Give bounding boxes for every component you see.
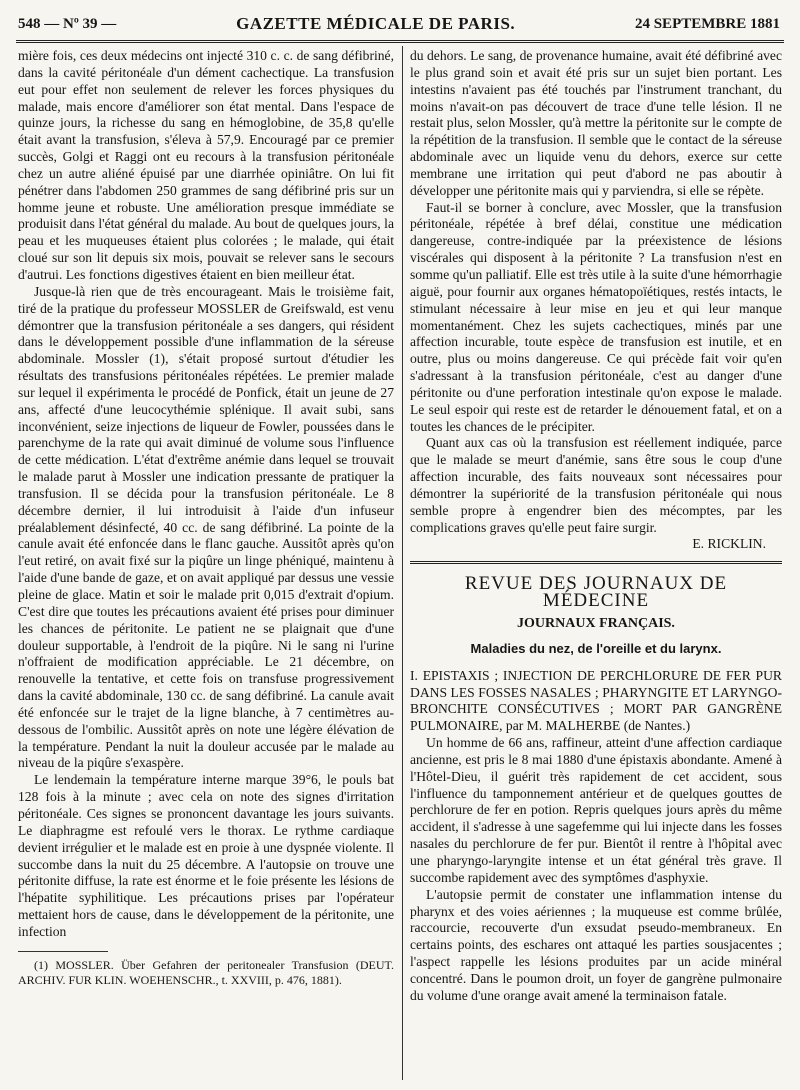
paragraph: Un homme de 66 ans, raffineur, atteint d'une affection cardiaque ancienne, est pris le 8 mai 1880 d'une épistaxis abondante. Amené à l'Hôtel-Dieu, il guérit très rapidement de cet accident, sous l'influence du tamponnement antérieur et de quelques gouttes de perchlorure de fer en potion. Repris quelques jours après du même accident, il s'adresse à une sagefemme qui lui injecte dans les fosses nasales du perchlorure de fer pur. Bientôt il rentre à l'hôpital avec une pharyngo-laryngite intense et un état général très grave. Il succombe rapidement avec des symptômes d'asphyxie. [410,735,782,885]
issue-date: 24 SEPTEMBRE 1881 [634,15,780,32]
section-subtitle: JOURNAUX FRANÇAIS. [517,616,675,631]
footnote: (1) MOSSLER. Über Gefahren der peritonealer Transfusion (DEUT. ARCHIV. FUR KLIN. WOEHENSCHR., t. XXVIII, p. 476, 1881). [18,957,394,987]
paragraph: Quant aux cas où la transfusion est réellement indiquée, parce que le malade se meurt d'anémie, sans être sous le coup d'une affection incurable, des faits nouveaux sont nécessaires pour démontrer la supériorité de la transfusion péritonéale qui nous semble propre à engendrer bien des mécomptes, par les complications graves qu'elle peut faire surgir. [410,435,782,535]
paragraph: Faut-il se borner à conclure, avec Mossler, que la transfusion péritonéale, répétée à bref délai, constitue une médication dangereuse, contre-indiquée par la préexistence de lésions viscérales qui disposent à la péritonite ? La transfusion n'est en somme qu'un palliatif. Elle est très utile à la suite d'une hémorrhagie aiguë, pour fournir aux organes hématopoïétiques, restés intacts, le stimulant nécessaire à leur mise en jeu et qui leur manque momentanément. Chez les sujets cachectiques, minés par une affection incurable, toute espèce de transfusion est inutile, et en outre, plus ou moins dangereuse. Ce qui précède fait voir qu'en s'adressant à la transfusion péritonéale, c'est au danger d'une péritonite ou d'une perforation intestinale qu'on expose le malade. Le seul espoir qui reste est de retarder le dénouement fatal, et on a toutes les chances de le précipiter. [410,199,782,434]
footnote-rule [18,951,108,952]
column-divider [402,46,403,1080]
paragraph: du dehors. Le sang, de provenance humaine, avait été défibriné avec le plus grand soin et avait été pris sur un sujet bien portant. Les intestins n'avaient pas été touchés par l'instrument tranchant, du moins n'avait-on pas découvert de trace d'une telle lésion. Il ne restait plus, selon Mossler, qu'à mettre la péritonite sur le compte de la répétition de la transfusion. Il semble que le contact de la séreuse abdominale avec un liquide venu du dehors, exerce sur cette membrane une irritation qui peut d'abord ne pas aboutir à développer une péritonite mais qui y parviendra, si elle se répète. [410,48,782,198]
section-topic: Maladies du nez, de l'oreille et du larynx. [470,640,722,656]
paragraph: Le lendemain la température interne marque 39°6, le pouls bat 128 fois à la minute ; avec cela on note des signes d'irritation péritonéale. Ces signes se prononcent davantage les jours suivants. Le diaphragme est refoulé vers le thorax. Le rythme cardiaque devient irrégulier et le malade est en proie à une dyspnée violente. Il succombe dans la nuit du 25 décembre. A l'autopsie on trouve une péritonite diffuse, la rate est énorme et le foie présente les lésions de l'hépatite syphilitique. Les précautions prises par l'opérateur mettaient hors de cause, dans le développement de la péritonite, une infection [18,772,394,939]
section-title: REVUE DES JOURNAUX DE MÉDECINE [464,573,728,612]
header-rule [16,40,784,43]
left-column [18,48,394,1082]
right-column [410,48,782,1082]
item-heading: I. EPISTAXIS ; INJECTION DE PERCHLORURE DE FER PUR DANS LES FOSSES NASALES ; PHARYNGITE ET LARYNGO-BRONCHITE CONSÉCUTIVES ; MORT PAR GANGRÈNE PULMONAIRE, par M. MALHERBE (de Nantes.) [410,667,782,734]
author-signature: E. RICKLIN. [692,536,766,552]
paragraph: Jusque-là rien que de très encourageant. Mais le troisième fait, tiré de la pratique du professeur MOSSLER de Greifswald, est venu démontrer que la transfusion péritonéale a ses dangers, qui résident dans le développement possible d'une inflammation de la séreuse abdominale. Mossler (1), s'était proposé surtout d'étudier les résultats des transfusions péritonéales répétées. Le premier malade sur lequel il expérimenta le procédé de Ponfick, était un jeune de 27 ans, affecté d'une leucocythémie splénique. Il avait subi, sans inconvénient, seize injections de liqueur de Fowler, poussées dans le parenchyme de la rate qui avait diminué de volume sous l'influence de cette médication. L'état d'extrême anémie dans lequel se trouvait le malade parut à Mossler une indication pressante de pratiquer la transfusion. Il se décida pour la transfusion péritonéale. Le 8 décembre dernier, il lui introduisit à l'aide d'un infuseur préalablement désinfecté, 40 cc. de sang défibriné. La pointe de la canule avait été enfoncée dans le flanc gauche. Aussitôt après qu'on l'eut retiré, on avait fixé sur la piqûre un linge phéniqué, maintenu à l'aide d'une bande de gaze, et on avait appliqué par dessus une vessie pleine de glace. Matin et soir le malade prit 0,015 d'extrait d'opium. C'est dire que toutes les précautions avaient été prises pour diminuer les chances de péritonite. Le patient ne se plaignait que d'une douleur supportable, à l'endroit de la piqûre. Ni le sang ni l'urine n'offraient de modification appréciable. Le 21 décembre, on renouvelle la tentative, et cette fois on transfuse progressivement dans la cavité abdominale, 130 cc. de sang défibriné. La canule avait été enfoncée sur le trajet de la ligne blanche, à 7 centimètres au-dessous de l'ombilic. Aussitôt après on note une légère élévation de la température. Pendant la nuit la douleur accusée par le malade au niveau de la piqûre s'exaspère. [18,283,394,771]
paragraph: L'autopsie permit de constater une inflammation intense du pharynx et des voies aériennes ; la muqueuse est comme brûlée, raccourcie, recouverte d'un exsudat pseudo-membraneux. En certains points, des eschares ont attaqué les parties sousjacentes ; l'aspect rappelle les lésions produites par un acide minéral concentré. Dans le poumon droit, un foyer de gangrène pulmonaire du volume d'une orange avait amené la terminaison fatale. [410,886,782,1003]
page-header [18,12,780,36]
paragraph: mière fois, ces deux médecins ont injecté 310 c. c. de sang défibriné, dans la cavité péritonéale d'un dément cachectique. La transfusion eut pour effet non seulement de relever les forces physiques du malade, mais encore d'améliorer son état mental. Dans l'espace de quinze jours, la richesse du sang en hémoglobine, de 35,8 qu'elle était avant la transfusion, s'éleva à 57,9. Encouragé par ce premier succès, Golgi et Raggi ont eu recours à la transfusion péritonéale chez un autre aliéné épuisé par une diarrhée opiniâtre. On lui fit pénétrer dans l'abdomen 250 grammes de sang défibriné pris sur un homme jeune et robuste. Une amélioration presque immédiate se produisit dans l'état général du malade. Au bout de quelques jours, la peau et les muqueuses étaient plus colorées ; le malade, qui était cloué sur son lit depuis six mois, pouvait se relever sans le secours d'autrui. Les fonctions digestives étaient en bien meilleur état. [18,48,394,282]
page-number: 548 — Nº 39 — [18,15,117,32]
journal-title: GAZETTE MÉDICALE DE PARIS. [236,14,516,33]
section-rule [410,561,782,564]
